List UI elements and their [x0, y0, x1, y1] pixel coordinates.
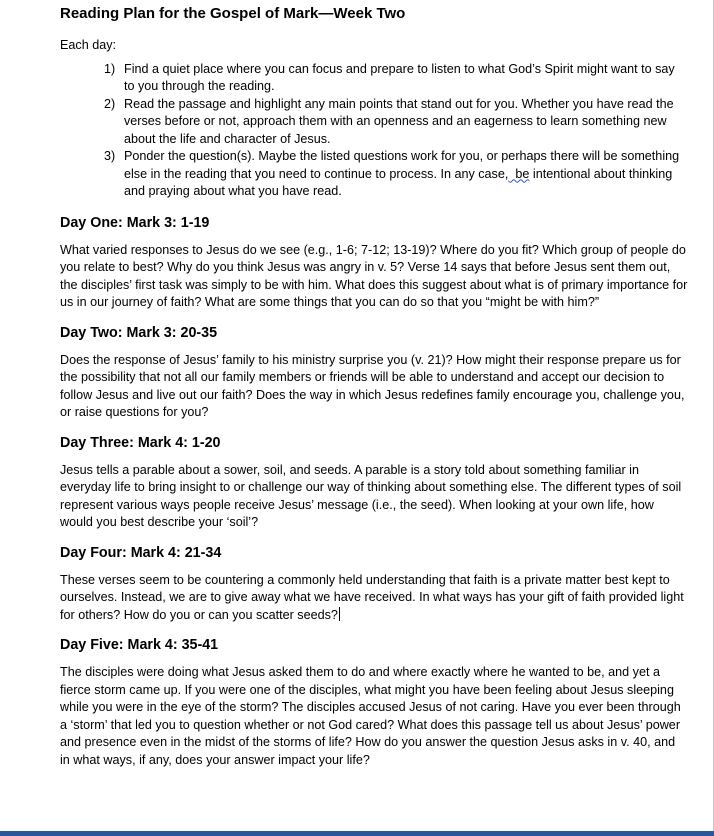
step-text: Read the passage and highlight any main points that stand out for you. Whether you have read the verses before or not, approach them with an openness and an eagerness to learn something new about the life and character of Jesus.	[124, 96, 674, 146]
step-number: 3)	[104, 149, 116, 163]
step-item	[104, 61, 688, 96]
spellcheck-flagged-text[interactable]: be	[508, 166, 530, 181]
document-title: Reading Plan for the Gospel of Mark—Week Two	[60, 5, 406, 22]
step-text: Ponder the question(s). Maybe the listed questions work for you, or perhaps there will be something else in the reading that you need to continue to process. In any case,	[124, 149, 680, 181]
day-two-text: Does the response of Jesus’ family to his ministry surprise you (v. 21)? How might their response prepare us for the possibility that not all our family members or friends will be able to understand and accept our decision to follow Jesus and live out our faith? Does the way in which Jesus redefines family encourage you, challenge you, or raise questions for you?	[60, 352, 685, 419]
document-body[interactable]	[60, 4, 688, 781]
day-four-paragraph	[60, 572, 688, 625]
day-five-heading: Day Five: Mark 4: 35-41	[60, 637, 219, 653]
step-item	[104, 96, 688, 149]
status-bar-strip	[0, 831, 714, 836]
day-one-text: What varied responses to Jesus do we see (e.g., 1-6; 7-12; 13-19)? Where do you fit? Which group of people do you relate to best? Why do you think Jesus was angry in v. 5? Verse 14 says that before Jesus sent them out, the disciples’ first task was simply to be with him. What does this suggest about what is of primary importance for us in our journey of faith? What are some things that you can do so that you “might be with him?”	[60, 242, 688, 309]
day-four-text: These verses seem to be countering a commonly held understanding that faith is a private matter best kept to ourselves. Instead, we are to give away what we have received. In what ways has your gift of faith provided light for others? How do you or can you scatter seeds?	[60, 572, 684, 622]
step-text: Find a quiet place where you can focus and prepare to listen to what God’s Spirit might want to say to you through the reading.	[124, 61, 675, 93]
day-three-heading: Day Three: Mark 4: 1-20	[60, 434, 221, 451]
day-four-heading: Day Four: Mark 4: 21-34	[60, 544, 222, 561]
intro-text: Each day:	[60, 38, 117, 52]
day-five-text: The disciples were doing what Jesus asked them to do and where exactly where he wanted to be, and yet a fierce storm came up. If you were one of the disciples, what might you have been feeling about Jesus sleeping while you were in the eye of the storm? The disciples accused Jesus of not caring. Have you ever been through a ‘storm’ that led you to question whether or not God cared? What does this passage tell us about Jesus’ power and presence even in the midst of the storms of life? How do you answer the question Jesus asks in v. 40, and in what ways, if any, does your answer impact your life?	[60, 665, 681, 767]
day-one-heading: Day One: Mark 3: 1-19	[60, 214, 210, 231]
step-number: 2)	[104, 96, 116, 111]
step-item	[104, 148, 688, 201]
day-three-text: Jesus tells a parable about a sower, soil, and seeds. A parable is a story told about something familiar in everyday life to bring insight to or challenge our way of thinking about something else. The different types of soil represent various ways people receive Jesus’ message (i.e., the seed). When looking at your own life, how would you best describe your ‘soil’?	[60, 462, 682, 529]
day-two-heading: Day Two: Mark 3: 20-35	[60, 324, 218, 341]
steps-list	[60, 61, 688, 201]
step-text: intentional about thinking and praying about what you have read.	[124, 166, 673, 198]
text-cursor	[339, 607, 340, 621]
step-number: 1)	[104, 61, 116, 76]
